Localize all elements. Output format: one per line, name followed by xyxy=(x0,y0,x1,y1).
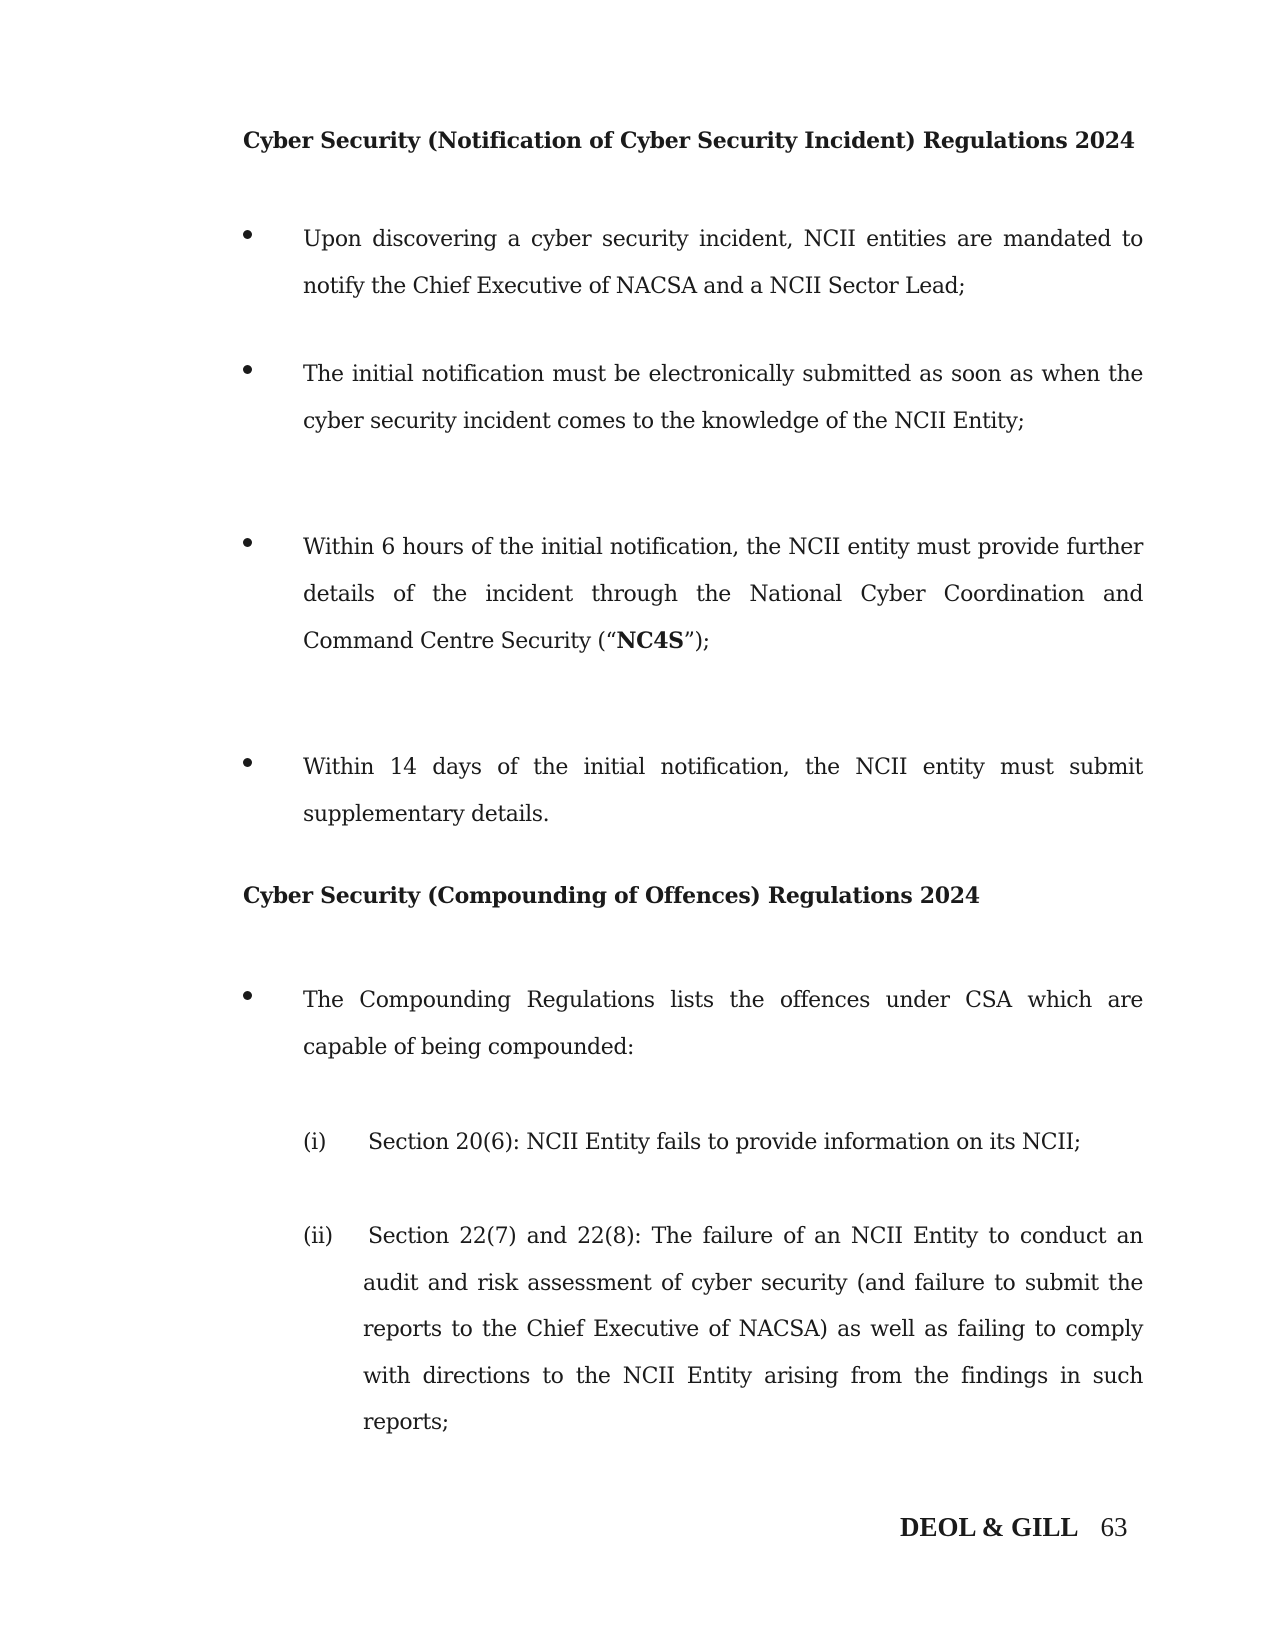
bullet-text: The Compounding Regulations lists the offences under CSA which are capable of being compounded: xyxy=(303,988,1143,1060)
bullet-text-part: ”); xyxy=(683,629,710,654)
bullet-text: The initial notification must be electronically submitted as soon as when the cyber security incident comes to the knowledge of the NCII Entity; xyxy=(303,362,1143,434)
page-number: 63 xyxy=(1100,1512,1128,1542)
bold-abbreviation: NC4S xyxy=(616,628,684,654)
bullet-text xyxy=(303,525,1143,666)
sub-list-text: Section 20(6): NCII Entity fails to provide information on its NCII; xyxy=(368,1130,1081,1155)
bullet-icon xyxy=(243,230,252,239)
sub-list-text: Section 22(7) and 22(8): The failure of an NCII Entity to conduct an audit and risk assessment of cyber security (and failure to submit the reports to the Chief Executive of NACSA) as well as failing to comply with directions to the NCII Entity arising from the findings in such reports; xyxy=(363,1224,1143,1435)
bullet-text: Upon discovering a cyber security incident, NCII entities are mandated to notify the Chief Executive of NACSA and a NCII Sector Lead; xyxy=(303,227,1143,299)
bullet-icon xyxy=(243,758,252,767)
section-heading-compounding: Cyber Security (Compounding of Offences) Regulations 2024 xyxy=(243,883,980,909)
firm-name: DEOL & GILL xyxy=(900,1512,1079,1542)
bullet-icon xyxy=(243,365,252,374)
bullet-text: Within 14 days of the initial notification, the NCII entity must submit supplementary details. xyxy=(303,755,1143,827)
bullet-icon xyxy=(243,991,252,1000)
sub-list-number: (i) xyxy=(303,1130,327,1155)
section-heading-notification: Cyber Security (Notification of Cyber Security Incident) Regulations 2024 xyxy=(243,128,1135,154)
bullet-icon xyxy=(243,538,252,547)
bullet-text-part: Within 6 hours of the initial notification, the NCII entity must provide further details of the incident through the National Cyber Coordination and Command Centre Security (“ xyxy=(303,535,1143,654)
page-footer xyxy=(900,1512,1128,1543)
sub-list-number: (ii) xyxy=(303,1224,333,1249)
